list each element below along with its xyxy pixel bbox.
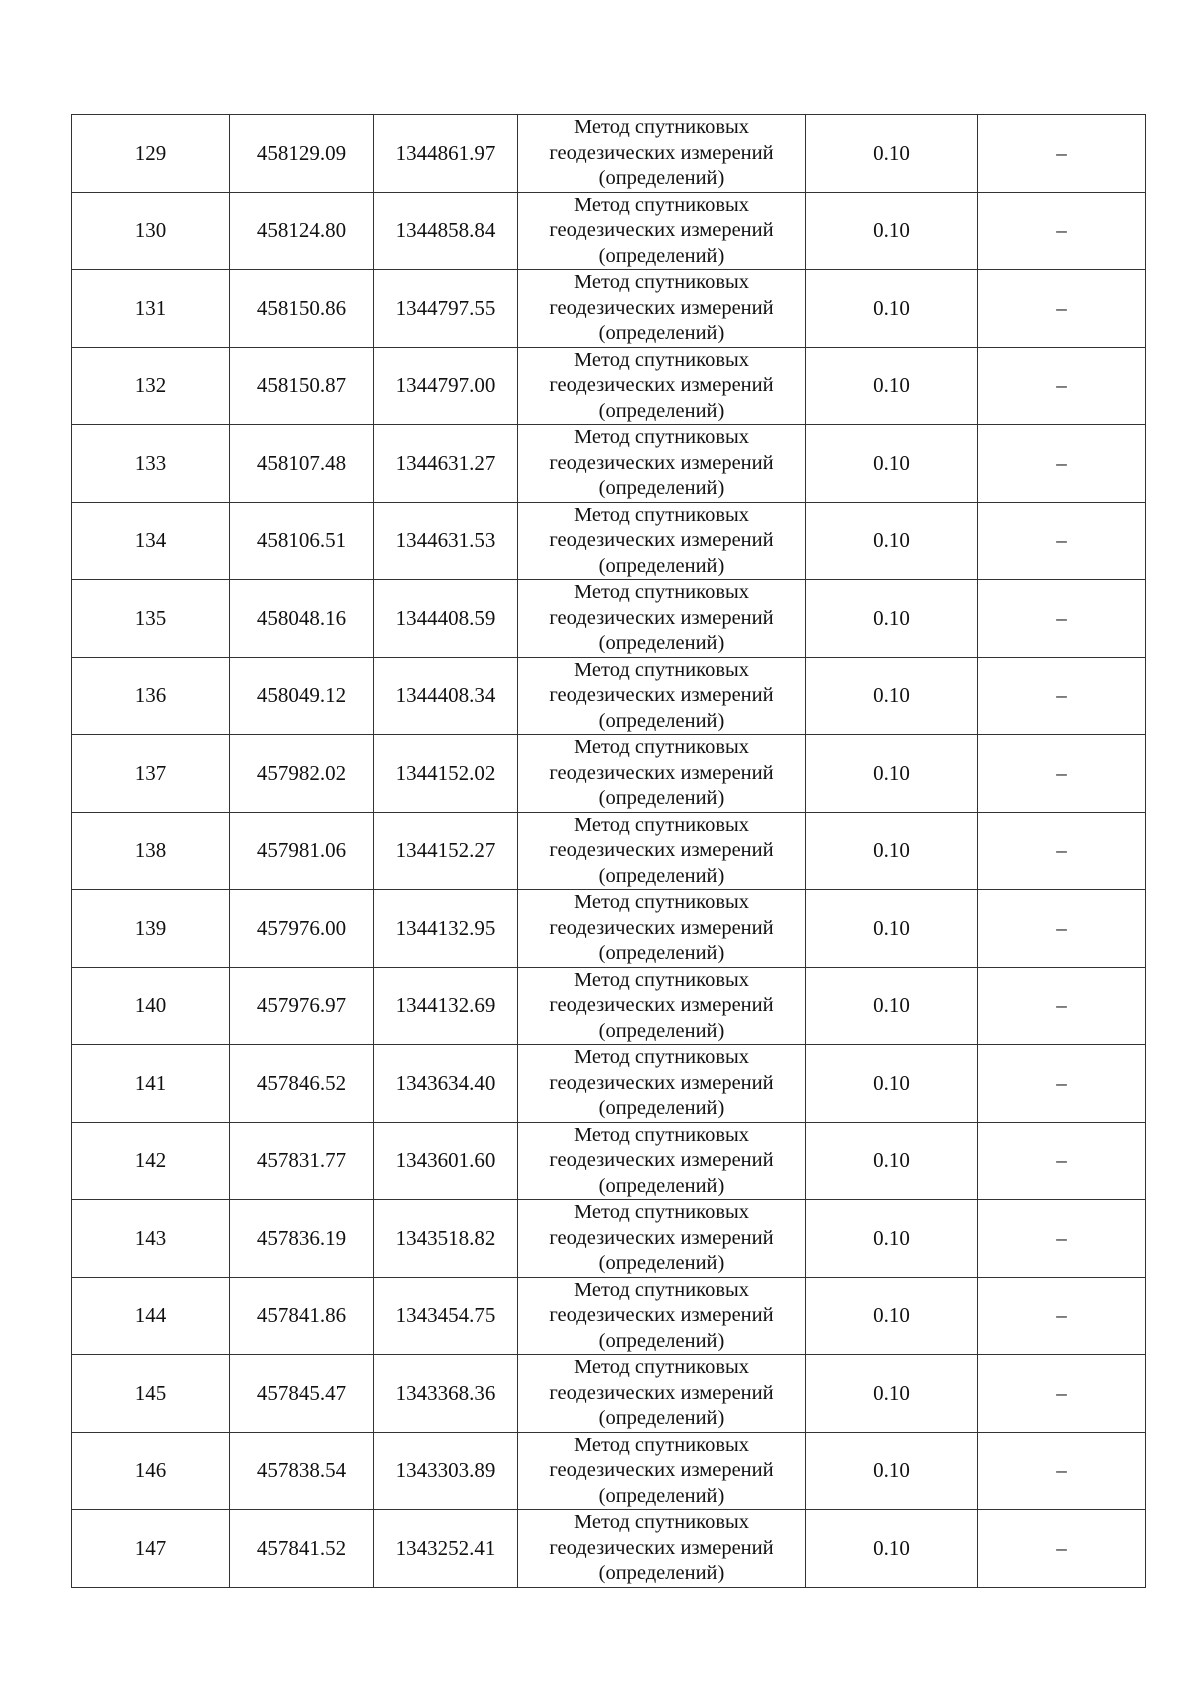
method-line-3: (определений) <box>598 244 725 267</box>
method-line-1: Метод спутниковых <box>573 271 750 293</box>
method-line-1: Метод спутниковых <box>573 1046 750 1068</box>
method-line-2: геодезических измерений <box>549 1381 774 1404</box>
note-cell: – <box>978 657 1146 735</box>
note-cell: – <box>978 1510 1146 1588</box>
x-coordinate-cell: 458107.48 <box>230 425 374 503</box>
table-row <box>72 1277 1146 1355</box>
method-line-3: (определений) <box>598 1252 725 1274</box>
y-coordinate-cell: 1344797.00 <box>374 347 518 425</box>
note-cell: – <box>978 1277 1146 1355</box>
note-cell: – <box>978 502 1146 580</box>
point-number-cell: 145 <box>72 1355 230 1433</box>
method-line-3: (определений) <box>598 1562 725 1584</box>
note-cell: – <box>978 115 1146 193</box>
method-line-2: геодезических измерений <box>549 1226 774 1249</box>
precision-cell: 0.10 <box>806 890 978 968</box>
method-cell <box>518 115 806 193</box>
note-cell: – <box>978 1045 1146 1123</box>
method-cell <box>518 270 806 348</box>
y-coordinate-cell: 1344858.84 <box>374 192 518 270</box>
method-line-2: геодезических измерений <box>549 1304 774 1326</box>
x-coordinate-cell: 457981.06 <box>230 812 374 890</box>
precision-cell: 0.10 <box>806 967 978 1045</box>
point-number-cell: 142 <box>72 1122 230 1200</box>
method-line-1: Метод спутниковых <box>573 813 750 836</box>
precision-cell: 0.10 <box>806 1355 978 1433</box>
point-number-cell: 132 <box>72 347 230 425</box>
y-coordinate-cell: 1343454.75 <box>374 1277 518 1355</box>
point-number-cell: 140 <box>72 967 230 1045</box>
method-line-2: геодезических измерений <box>549 1536 774 1559</box>
method-line-2: геодезических измерений <box>549 1149 774 1171</box>
table-body <box>72 115 1146 1588</box>
point-number-cell: 139 <box>72 890 230 968</box>
precision-cell: 0.10 <box>806 1200 978 1278</box>
table-row <box>72 1122 1146 1200</box>
method-line-1: Метод спутниковых <box>573 736 750 758</box>
y-coordinate-cell: 1343634.40 <box>374 1045 518 1123</box>
method-cell <box>518 192 806 270</box>
method-line-1: Метод спутниковых <box>573 1123 750 1146</box>
y-coordinate-cell: 1344861.97 <box>374 115 518 193</box>
note-cell: – <box>978 1122 1146 1200</box>
method-cell <box>518 502 806 580</box>
method-line-2: геодезических измерений <box>549 761 774 784</box>
point-number-cell: 129 <box>72 115 230 193</box>
table-row <box>72 270 1146 348</box>
table-row <box>72 1355 1146 1433</box>
table-row <box>72 502 1146 580</box>
method-line-3: (определений) <box>598 1019 725 1042</box>
point-number-cell: 131 <box>72 270 230 348</box>
table-row <box>72 967 1146 1045</box>
x-coordinate-cell: 457838.54 <box>230 1432 374 1510</box>
method-line-2: геодезических измерений <box>549 684 774 706</box>
point-number-cell: 137 <box>72 735 230 813</box>
precision-cell: 0.10 <box>806 502 978 580</box>
method-line-1: Метод спутниковых <box>573 193 750 216</box>
y-coordinate-cell: 1344631.53 <box>374 502 518 580</box>
x-coordinate-cell: 457976.97 <box>230 967 374 1045</box>
x-coordinate-cell: 458129.09 <box>230 115 374 193</box>
precision-cell: 0.10 <box>806 192 978 270</box>
note-cell: – <box>978 1200 1146 1278</box>
method-line-3: (определений) <box>598 787 725 809</box>
y-coordinate-cell: 1344631.27 <box>374 425 518 503</box>
coordinates-table <box>71 114 1146 1588</box>
y-coordinate-cell: 1343601.60 <box>374 1122 518 1200</box>
y-coordinate-cell: 1344408.59 <box>374 580 518 658</box>
method-line-3: (определений) <box>598 477 725 499</box>
method-line-3: (определений) <box>598 632 725 654</box>
table-row <box>72 425 1146 503</box>
y-coordinate-cell: 1344797.55 <box>374 270 518 348</box>
precision-cell: 0.10 <box>806 812 978 890</box>
y-coordinate-cell: 1344152.27 <box>374 812 518 890</box>
x-coordinate-cell: 457845.47 <box>230 1355 374 1433</box>
method-line-3: (определений) <box>598 399 725 422</box>
y-coordinate-cell: 1344132.95 <box>374 890 518 968</box>
method-line-2: геодезических измерений <box>549 219 774 241</box>
precision-cell: 0.10 <box>806 425 978 503</box>
table-row <box>72 347 1146 425</box>
x-coordinate-cell: 457976.00 <box>230 890 374 968</box>
x-coordinate-cell: 458150.87 <box>230 347 374 425</box>
precision-cell: 0.10 <box>806 115 978 193</box>
method-cell <box>518 1510 806 1588</box>
method-cell <box>518 812 806 890</box>
method-line-1: Метод спутниковых <box>573 1433 750 1456</box>
method-line-1: Метод спутниковых <box>573 891 750 913</box>
table-row <box>72 580 1146 658</box>
precision-cell: 0.10 <box>806 1277 978 1355</box>
method-cell <box>518 890 806 968</box>
method-line-2: геодезических измерений <box>549 529 774 551</box>
table-row <box>72 1200 1146 1278</box>
precision-cell: 0.10 <box>806 1432 978 1510</box>
method-cell <box>518 1277 806 1355</box>
x-coordinate-cell: 458049.12 <box>230 657 374 735</box>
method-cell <box>518 967 806 1045</box>
table-row <box>72 1510 1146 1588</box>
table-row <box>72 812 1146 890</box>
table-row <box>72 192 1146 270</box>
method-cell <box>518 347 806 425</box>
point-number-cell: 133 <box>72 425 230 503</box>
method-line-1: Метод спутниковых <box>573 1278 750 1301</box>
note-cell: – <box>978 347 1146 425</box>
table-row <box>72 890 1146 968</box>
method-line-2: геодезических измерений <box>549 916 774 939</box>
table-row <box>72 1432 1146 1510</box>
method-line-1: Метод спутниковых <box>573 581 750 603</box>
method-line-3: (определений) <box>598 554 725 577</box>
y-coordinate-cell: 1343518.82 <box>374 1200 518 1278</box>
method-line-3: (определений) <box>598 942 725 964</box>
note-cell: – <box>978 967 1146 1045</box>
method-line-2: геодезических измерений <box>549 374 774 396</box>
precision-cell: 0.10 <box>806 1510 978 1588</box>
method-line-1: Метод спутниковых <box>573 1201 750 1223</box>
note-cell: – <box>978 580 1146 658</box>
method-line-1: Метод спутниковых <box>573 968 750 991</box>
x-coordinate-cell: 457982.02 <box>230 735 374 813</box>
precision-cell: 0.10 <box>806 270 978 348</box>
note-cell: – <box>978 812 1146 890</box>
method-line-2: геодезических измерений <box>549 606 774 629</box>
method-line-2: геодезических измерений <box>549 1071 774 1094</box>
x-coordinate-cell: 457841.86 <box>230 1277 374 1355</box>
note-cell: – <box>978 425 1146 503</box>
x-coordinate-cell: 457831.77 <box>230 1122 374 1200</box>
table-row <box>72 115 1146 193</box>
note-cell: – <box>978 192 1146 270</box>
method-line-3: (определений) <box>598 864 725 887</box>
y-coordinate-cell: 1344132.69 <box>374 967 518 1045</box>
method-line-3: (определений) <box>598 1484 725 1507</box>
precision-cell: 0.10 <box>806 735 978 813</box>
x-coordinate-cell: 458106.51 <box>230 502 374 580</box>
method-line-2: геодезических измерений <box>549 451 774 474</box>
method-line-2: геодезических измерений <box>549 296 774 319</box>
precision-cell: 0.10 <box>806 657 978 735</box>
y-coordinate-cell: 1343368.36 <box>374 1355 518 1433</box>
point-number-cell: 138 <box>72 812 230 890</box>
method-cell <box>518 1200 806 1278</box>
table-row <box>72 1045 1146 1123</box>
method-cell <box>518 1045 806 1123</box>
method-line-2: геодезических измерений <box>549 1459 774 1481</box>
point-number-cell: 144 <box>72 1277 230 1355</box>
method-line-1: Метод спутниковых <box>573 1356 750 1378</box>
method-line-2: геодезических измерений <box>549 994 774 1016</box>
x-coordinate-cell: 458048.16 <box>230 580 374 658</box>
method-line-1: Метод спутниковых <box>573 503 750 526</box>
point-number-cell: 135 <box>72 580 230 658</box>
method-line-1: Метод спутниковых <box>573 116 750 138</box>
method-cell <box>518 1355 806 1433</box>
point-number-cell: 146 <box>72 1432 230 1510</box>
precision-cell: 0.10 <box>806 347 978 425</box>
note-cell: – <box>978 1432 1146 1510</box>
y-coordinate-cell: 1344408.34 <box>374 657 518 735</box>
method-line-3: (определений) <box>598 709 725 732</box>
point-number-cell: 134 <box>72 502 230 580</box>
point-number-cell: 143 <box>72 1200 230 1278</box>
method-line-3: (определений) <box>598 1097 725 1119</box>
method-line-3: (определений) <box>598 1407 725 1429</box>
point-number-cell: 147 <box>72 1510 230 1588</box>
precision-cell: 0.10 <box>806 1045 978 1123</box>
method-line-3: (определений) <box>598 1329 725 1352</box>
x-coordinate-cell: 457836.19 <box>230 1200 374 1278</box>
method-line-2: геодезических измерений <box>549 141 774 164</box>
x-coordinate-cell: 457841.52 <box>230 1510 374 1588</box>
method-line-3: (определений) <box>598 167 725 189</box>
method-line-1: Метод спутниковых <box>573 348 750 371</box>
method-line-1: Метод спутниковых <box>573 1511 750 1533</box>
precision-cell: 0.10 <box>806 1122 978 1200</box>
method-cell <box>518 1122 806 1200</box>
y-coordinate-cell: 1343252.41 <box>374 1510 518 1588</box>
note-cell: – <box>978 735 1146 813</box>
table-row <box>72 735 1146 813</box>
note-cell: – <box>978 270 1146 348</box>
method-line-1: Метод спутниковых <box>573 426 750 448</box>
method-line-2: геодезических измерений <box>549 839 774 861</box>
method-line-3: (определений) <box>598 322 725 344</box>
x-coordinate-cell: 458124.80 <box>230 192 374 270</box>
x-coordinate-cell: 458150.86 <box>230 270 374 348</box>
method-cell <box>518 1432 806 1510</box>
y-coordinate-cell: 1343303.89 <box>374 1432 518 1510</box>
method-cell <box>518 580 806 658</box>
table-row <box>72 657 1146 735</box>
point-number-cell: 141 <box>72 1045 230 1123</box>
method-line-3: (определений) <box>598 1174 725 1197</box>
method-cell <box>518 657 806 735</box>
method-cell <box>518 735 806 813</box>
note-cell: – <box>978 1355 1146 1433</box>
point-number-cell: 130 <box>72 192 230 270</box>
y-coordinate-cell: 1344152.02 <box>374 735 518 813</box>
method-cell <box>518 425 806 503</box>
x-coordinate-cell: 457846.52 <box>230 1045 374 1123</box>
method-line-1: Метод спутниковых <box>573 658 750 681</box>
point-number-cell: 136 <box>72 657 230 735</box>
precision-cell: 0.10 <box>806 580 978 658</box>
note-cell: – <box>978 890 1146 968</box>
